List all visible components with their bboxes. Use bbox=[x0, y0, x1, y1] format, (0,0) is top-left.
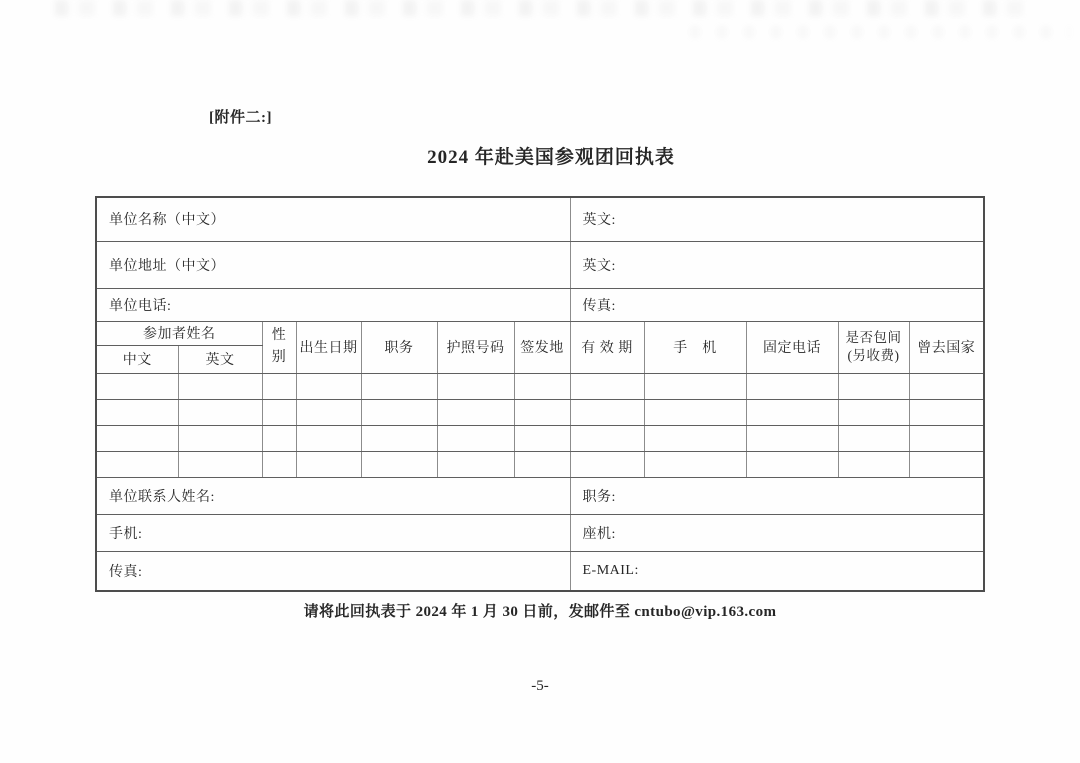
header-visited-countries: 曾去国家 bbox=[909, 321, 984, 373]
participant-empty-cell bbox=[514, 399, 570, 425]
participant-header-row-1 bbox=[96, 321, 984, 345]
org-address-en-field: 英文: bbox=[570, 241, 984, 288]
participant-empty-cell bbox=[296, 425, 361, 451]
contact-fax-field: 传真: bbox=[96, 551, 570, 591]
participant-empty-cell bbox=[96, 425, 178, 451]
participant-empty-cell bbox=[514, 425, 570, 451]
participant-empty-cell bbox=[262, 373, 296, 399]
contact-landline-field: 座机: bbox=[570, 514, 984, 551]
header-birth-date: 出生日期 bbox=[296, 321, 361, 373]
org-name-row bbox=[96, 197, 984, 241]
participant-empty-cell bbox=[96, 399, 178, 425]
participant-empty-cell bbox=[746, 425, 838, 451]
participant-empty-cell bbox=[644, 399, 746, 425]
org-phone-row bbox=[96, 288, 984, 321]
header-name-cn: 中文 bbox=[96, 345, 178, 373]
participant-empty-cell bbox=[361, 425, 437, 451]
header-landline: 固定电话 bbox=[746, 321, 838, 373]
participant-empty-cell bbox=[361, 373, 437, 399]
participant-empty-cell bbox=[838, 399, 909, 425]
participant-empty-cell bbox=[838, 373, 909, 399]
participant-empty-row bbox=[96, 373, 984, 399]
participant-empty-cell bbox=[437, 399, 514, 425]
contact-position-field: 职务: bbox=[570, 477, 984, 514]
org-address-row bbox=[96, 241, 984, 288]
participant-empty-cell bbox=[178, 399, 262, 425]
participant-empty-cell bbox=[296, 399, 361, 425]
participant-empty-cell bbox=[437, 425, 514, 451]
participant-empty-cell bbox=[838, 451, 909, 477]
participant-empty-cell bbox=[644, 451, 746, 477]
org-name-en-field: 英文: bbox=[570, 197, 984, 241]
header-position: 职务 bbox=[361, 321, 437, 373]
header-issue-place: 签发地 bbox=[514, 321, 570, 373]
page-number: -5- bbox=[531, 678, 549, 694]
org-address-cn-field: 单位地址（中文） bbox=[96, 241, 570, 288]
attachment-label: [附件二:] bbox=[209, 110, 272, 126]
footer-note: 请将此回执表于 2024 年 1 月 30 日前，发邮件至 cntubo@vip.163.com bbox=[303, 604, 777, 620]
participant-empty-cell bbox=[514, 451, 570, 477]
participant-empty-cell bbox=[96, 373, 178, 399]
participant-empty-cell bbox=[909, 373, 984, 399]
org-name-cn-field: 单位名称（中文） bbox=[96, 197, 570, 241]
participant-empty-rows bbox=[96, 373, 984, 477]
participant-empty-row bbox=[96, 451, 984, 477]
participant-empty-cell bbox=[178, 373, 262, 399]
participant-empty-cell bbox=[746, 373, 838, 399]
participant-empty-cell bbox=[838, 425, 909, 451]
contact-mobile-row bbox=[96, 514, 984, 551]
contact-name-field: 单位联系人姓名: bbox=[96, 477, 570, 514]
participant-empty-cell bbox=[746, 451, 838, 477]
participant-empty-cell bbox=[262, 399, 296, 425]
participant-empty-cell bbox=[262, 451, 296, 477]
org-fax-field: 传真: bbox=[570, 288, 984, 321]
participant-empty-row bbox=[96, 399, 984, 425]
participant-empty-cell bbox=[644, 425, 746, 451]
scan-artifact-top bbox=[55, 0, 1030, 16]
header-mobile: 手 机 bbox=[644, 321, 746, 373]
contact-name-row bbox=[96, 477, 984, 514]
participant-empty-cell bbox=[361, 451, 437, 477]
participant-empty-row bbox=[96, 425, 984, 451]
participant-empty-cell bbox=[437, 451, 514, 477]
form-title: 2024 年赴美国参观团回执表 bbox=[427, 147, 675, 168]
participant-empty-cell bbox=[262, 425, 296, 451]
participant-empty-cell bbox=[909, 451, 984, 477]
header-name-en: 英文 bbox=[178, 345, 262, 373]
scan-artifact-top-right bbox=[690, 26, 1070, 38]
participant-empty-cell bbox=[644, 373, 746, 399]
participant-empty-cell bbox=[296, 373, 361, 399]
participant-empty-cell bbox=[178, 451, 262, 477]
participant-empty-cell bbox=[361, 399, 437, 425]
participant-empty-cell bbox=[178, 425, 262, 451]
contact-mobile-field: 手机: bbox=[96, 514, 570, 551]
reply-form-table bbox=[95, 196, 985, 592]
participant-empty-cell bbox=[570, 399, 644, 425]
participant-empty-cell bbox=[909, 399, 984, 425]
participant-empty-cell bbox=[570, 425, 644, 451]
org-phone-field: 单位电话: bbox=[96, 288, 570, 321]
header-validity: 有 效 期 bbox=[570, 321, 644, 373]
participant-empty-cell bbox=[570, 451, 644, 477]
header-passport-no: 护照号码 bbox=[437, 321, 514, 373]
header-gender: 性别 bbox=[262, 321, 296, 373]
participant-empty-cell bbox=[96, 451, 178, 477]
participant-empty-cell bbox=[437, 373, 514, 399]
contact-fax-row bbox=[96, 551, 984, 591]
header-private-room: 是否包间 (另收费) bbox=[838, 321, 909, 373]
participant-empty-cell bbox=[296, 451, 361, 477]
participant-empty-cell bbox=[909, 425, 984, 451]
participant-empty-cell bbox=[746, 399, 838, 425]
participant-empty-cell bbox=[514, 373, 570, 399]
reply-form-table-wrap bbox=[95, 196, 985, 592]
participant-empty-cell bbox=[570, 373, 644, 399]
contact-email-field: E-MAIL: bbox=[570, 551, 984, 591]
header-participant-name: 参加者姓名 bbox=[96, 321, 262, 345]
